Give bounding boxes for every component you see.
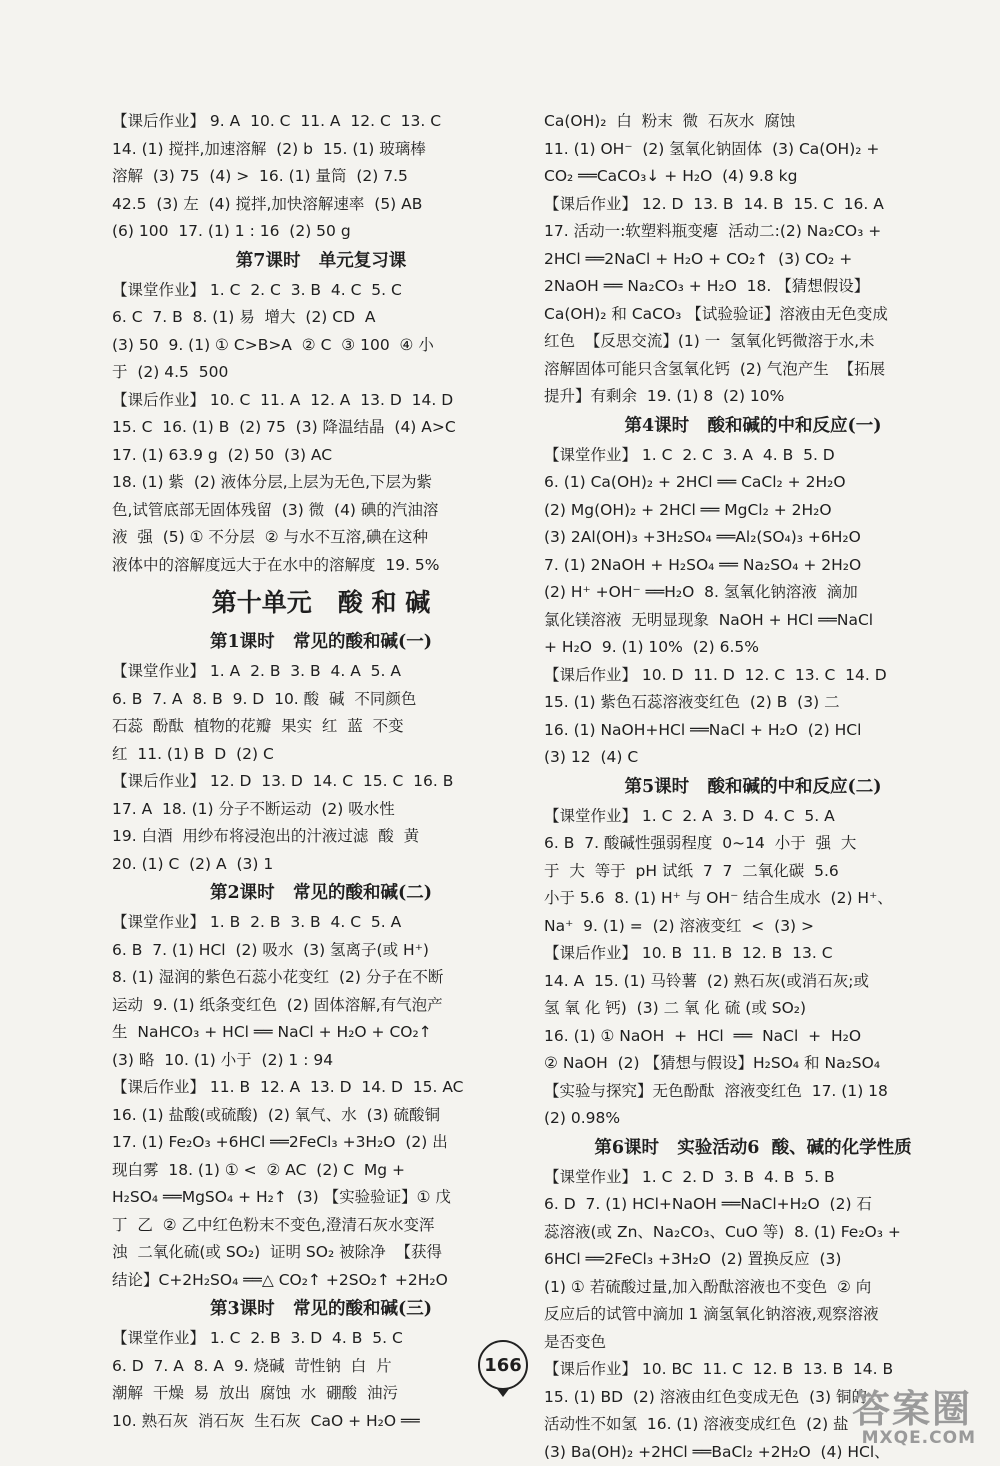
answer-line: 【课堂作业】 1. C 2. C 3. B 4. C 5. C [112,277,530,305]
page-number: 166 [478,1340,528,1390]
answer-line: 现白雾 18. (1) ① < ② AC (2) C Mg + [112,1157,530,1185]
answer-line: 红色 【反思交流】(1) 一 氢氧化钙微溶于水,未 [544,328,962,356]
answer-line: Na⁺ 9. (1) = (2) 溶液变红 < (3) > [544,913,962,941]
lesson-heading: 第6课时 实验活动6 酸、碱的化学性质 [544,1133,962,1164]
answer-line: 10. 熟石灰 消石灰 生石灰 CaO + H₂O ══ [112,1408,530,1436]
answer-line: CO₂ ══CaCO₃↓ + H₂O (4) 9.8 kg [544,163,962,191]
answer-line: 6. D 7. A 8. A 9. 烧碱 苛性钠 白 片 [112,1353,530,1381]
answer-line: 小于 5.6 8. (1) H⁺ 与 OH⁻ 结合生成水 (2) H⁺、 [544,885,962,913]
answer-line: 【课后作业】 10. D 11. D 12. C 13. C 14. D [544,662,962,690]
answer-line: 红 11. (1) B D (2) C [112,741,530,769]
answer-line: 运动 9. (1) 纸条变红色 (2) 固体溶解,有气泡产 [112,992,530,1020]
answer-line: 提升】有剩余 19. (1) 8 (2) 10% [544,383,962,411]
answer-line: 17. A 18. (1) 分子不断运动 (2) 吸水性 [112,796,530,824]
right-column [544,108,962,1466]
answer-line: 8. (1) 湿润的紫色石蕊小花变红 (2) 分子在不断 [112,964,530,992]
answer-line: 蕊溶液(或 Zn、Na₂CO₃、CuO 等) 8. (1) Fe₂O₃ + [544,1219,962,1247]
answer-line: + H₂O 9. (1) 10% (2) 6.5% [544,634,962,662]
answer-line: 【课后作业】 10. BC 11. C 12. B 13. B 14. B [544,1356,962,1384]
answer-line: (3) 2Al(OH)₃ +3H₂SO₄ ══Al₂(SO₄)₃ +6H₂O [544,524,962,552]
answer-line: (1) ① 若硫酸过量,加入酚酞溶液也不变色 ② 向 [544,1274,962,1302]
watermark-logo: 答案圈 [852,1378,972,1433]
answer-line: 活动性不如氢 16. (1) 溶液变成红色 (2) 盐 [544,1411,962,1439]
answer-line: 20. (1) C (2) A (3) 1 [112,851,530,879]
answer-line: 18. (1) 紫 (2) 液体分层,上层为无色,下层为紫 [112,469,530,497]
lesson-heading: 第7课时 单元复习课 [112,246,530,277]
answer-line: (2) H⁺ +OH⁻ ══H₂O 8. 氢氧化钠溶液 滴加 [544,579,962,607]
answer-line: 色,试管底部无固体残留 (3) 微 (4) 碘的汽油溶 [112,497,530,525]
answer-line: Ca(OH)₂ 和 CaCO₃ 【试验验证】溶液由无色变成 [544,301,962,329]
answer-line: 7. (1) 2NaOH + H₂SO₄ ══ Na₂SO₄ + 2H₂O [544,552,962,580]
answer-line: 是否变色 [544,1329,962,1357]
answer-line: H₂SO₄ ══MgSO₄ + H₂↑ (3) 【实验验证】① 戊 [112,1184,530,1212]
answer-line: 结论】C+2H₂SO₄ ══△ CO₂↑ +2SO₂↑ +2H₂O [112,1267,530,1295]
lesson-heading: 第5课时 酸和碱的中和反应(二) [544,772,962,803]
answer-line: 【课堂作业】 1. B 2. B 3. B 4. C 5. A [112,909,530,937]
answer-line: 氢 氧 化 钙) (3) 二 氧 化 硫 (或 SO₂) [544,995,962,1023]
answer-line: 【课后作业】 11. B 12. A 13. D 14. D 15. AC [112,1074,530,1102]
answer-line: 15. (1) BD (2) 溶液由红色变成无色 (3) 铜的 [544,1384,962,1412]
answer-line: 【课堂作业】 1. A 2. B 3. B 4. A 5. A [112,658,530,686]
answer-line: 6HCl ══2FeCl₃ +3H₂O (2) 置换反应 (3) [544,1246,962,1274]
answer-line: 反应后的试管中滴加 1 滴氢氧化钠溶液,观察溶液 [544,1301,962,1329]
answer-line: 【课后作业】 12. D 13. D 14. C 15. C 16. B [112,768,530,796]
answer-line: 14. (1) 搅拌,加速溶解 (2) b 15. (1) 玻璃棒 [112,136,530,164]
answer-line: 氯化镁溶液 无明显现象 NaOH + HCl ══NaCl [544,607,962,635]
answer-line: 16. (1) ① NaOH + HCl ══ NaCl + H₂O [544,1023,962,1051]
answer-line: 于 (2) 4.5 500 [112,359,530,387]
answer-line: 14. A 15. (1) 马铃薯 (2) 熟石灰(或消石灰;或 [544,968,962,996]
answer-line: 【课后作业】 9. A 10. C 11. A 12. C 13. C [112,108,530,136]
answer-line: 6. (1) Ca(OH)₂ + 2HCl ══ CaCl₂ + 2H₂O [544,469,962,497]
answer-line: 【课堂作业】 1. C 2. C 3. A 4. B 5. D [544,442,962,470]
answer-line: (3) 12 (4) C [544,744,962,772]
answer-line: 溶解 (3) 75 (4) > 16. (1) 量筒 (2) 7.5 [112,163,530,191]
lesson-heading: 第2课时 常见的酸和碱(二) [112,878,530,909]
answer-line: 15. (1) 紫色石蕊溶液变红色 (2) B (3) 二 [544,689,962,717]
answer-line: (6) 100 17. (1) 1 : 16 (2) 50 g [112,218,530,246]
answer-line: 于 大 等于 pH 试纸 7 7 二氧化碳 5.6 [544,858,962,886]
lesson-heading: 第4课时 酸和碱的中和反应(一) [544,411,962,442]
answer-line: 17. (1) Fe₂O₃ +6HCl ══2FeCl₃ +3H₂O (2) 出 [112,1129,530,1157]
left-column [112,108,530,1435]
answer-line: (3) 略 10. (1) 小于 (2) 1 : 94 [112,1047,530,1075]
answer-line: 【课后作业】 10. C 11. A 12. A 13. D 14. D [112,387,530,415]
answer-line: (2) 0.98% [544,1105,962,1133]
answer-line: Ca(OH)₂ 白 粉末 微 石灰水 腐蚀 [544,108,962,136]
answer-line: 42.5 (3) 左 (4) 搅拌,加快溶解速率 (5) AB [112,191,530,219]
answer-line: 17. (1) 63.9 g (2) 50 (3) AC [112,442,530,470]
lesson-heading: 第3课时 常见的酸和碱(三) [112,1294,530,1325]
answer-line: 【课后作业】 12. D 13. B 14. B 15. C 16. A [544,191,962,219]
watermark [802,1378,982,1458]
answer-line: 溶解固体可能只含氢氧化钙 (2) 气泡产生 【拓展 [544,356,962,384]
answer-line: 【课堂作业】 1. C 2. A 3. D 4. C 5. A [544,803,962,831]
answer-line: 17. 活动一:软塑料瓶变瘪 活动二:(2) Na₂CO₃ + [544,218,962,246]
unit-title: 第十单元 酸 和 碱 [112,579,530,627]
answer-line: 【实验与探究】无色酚酞 溶液变红色 17. (1) 18 [544,1078,962,1106]
answer-line: 石蕊 酚酞 植物的花瓣 果实 红 蓝 不变 [112,713,530,741]
answer-line: 6. B 7. (1) HCl (2) 吸水 (3) 氢离子(或 H⁺) [112,937,530,965]
answer-line: 19. 白酒 用纱布将浸泡出的汁液过滤 酸 黄 [112,823,530,851]
answer-line: 【课后作业】 10. B 11. B 12. B 13. C [544,940,962,968]
answer-line: 液 强 (5) ① 不分层 ② 与水不互溶,碘在这种 [112,524,530,552]
answer-line: 2NaOH ══ Na₂CO₃ + H₂O 18. 【猜想假设】 [544,273,962,301]
answer-line: 16. (1) NaOH+HCl ══NaCl + H₂O (2) HCl [544,717,962,745]
answer-line: 浊 二氧化硫(或 SO₂) 证明 SO₂ 被除净 【获得 [112,1239,530,1267]
lesson-heading: 第1课时 常见的酸和碱(一) [112,627,530,658]
answer-line: 6. B 7. 酸碱性强弱程度 0~14 小于 强 大 [544,830,962,858]
answer-line: 【课堂作业】 1. C 2. D 3. B 4. B 5. B [544,1164,962,1192]
answer-line: (2) Mg(OH)₂ + 2HCl ══ MgCl₂ + 2H₂O [544,497,962,525]
answer-line: 16. (1) 盐酸(或硫酸) (2) 氧气、水 (3) 硫酸铜 [112,1102,530,1130]
answer-line: 6. C 7. B 8. (1) 易 增大 (2) CD A [112,304,530,332]
answer-line: ② NaOH (2) 【猜想与假设】H₂SO₄ 和 Na₂SO₄ [544,1050,962,1078]
watermark-url: MXQE.COM [862,1428,976,1448]
answer-line: 6. D 7. (1) HCl+NaOH ══NaCl+H₂O (2) 石 [544,1191,962,1219]
answer-line: 15. C 16. (1) B (2) 75 (3) 降温结晶 (4) A>C [112,414,530,442]
answer-line: 2HCl ══2NaCl + H₂O + CO₂↑ (3) CO₂ + [544,246,962,274]
answer-line: 生 NaHCO₃ + HCl ══ NaCl + H₂O + CO₂↑ [112,1019,530,1047]
answer-line: 6. B 7. A 8. B 9. D 10. 酸 碱 不同颜色 [112,686,530,714]
answer-line: (3) 50 9. (1) ① C>B>A ② C ③ 100 ④ 小 [112,332,530,360]
answer-line: (3) Ba(OH)₂ +2HCl ══BaCl₂ +2H₂O (4) HCl、 [544,1439,962,1466]
answer-line: 丁 乙 ② 乙中红色粉末不变色,澄清石灰水变浑 [112,1212,530,1240]
answer-line: 潮解 干燥 易 放出 腐蚀 水 硼酸 油污 [112,1380,530,1408]
answer-line: 11. (1) OH⁻ (2) 氢氧化钠固体 (3) Ca(OH)₂ + [544,136,962,164]
answer-line: 液体中的溶解度远大于在水中的溶解度 19. 5% [112,552,530,580]
answer-line: 【课堂作业】 1. C 2. B 3. D 4. B 5. C [112,1325,530,1353]
